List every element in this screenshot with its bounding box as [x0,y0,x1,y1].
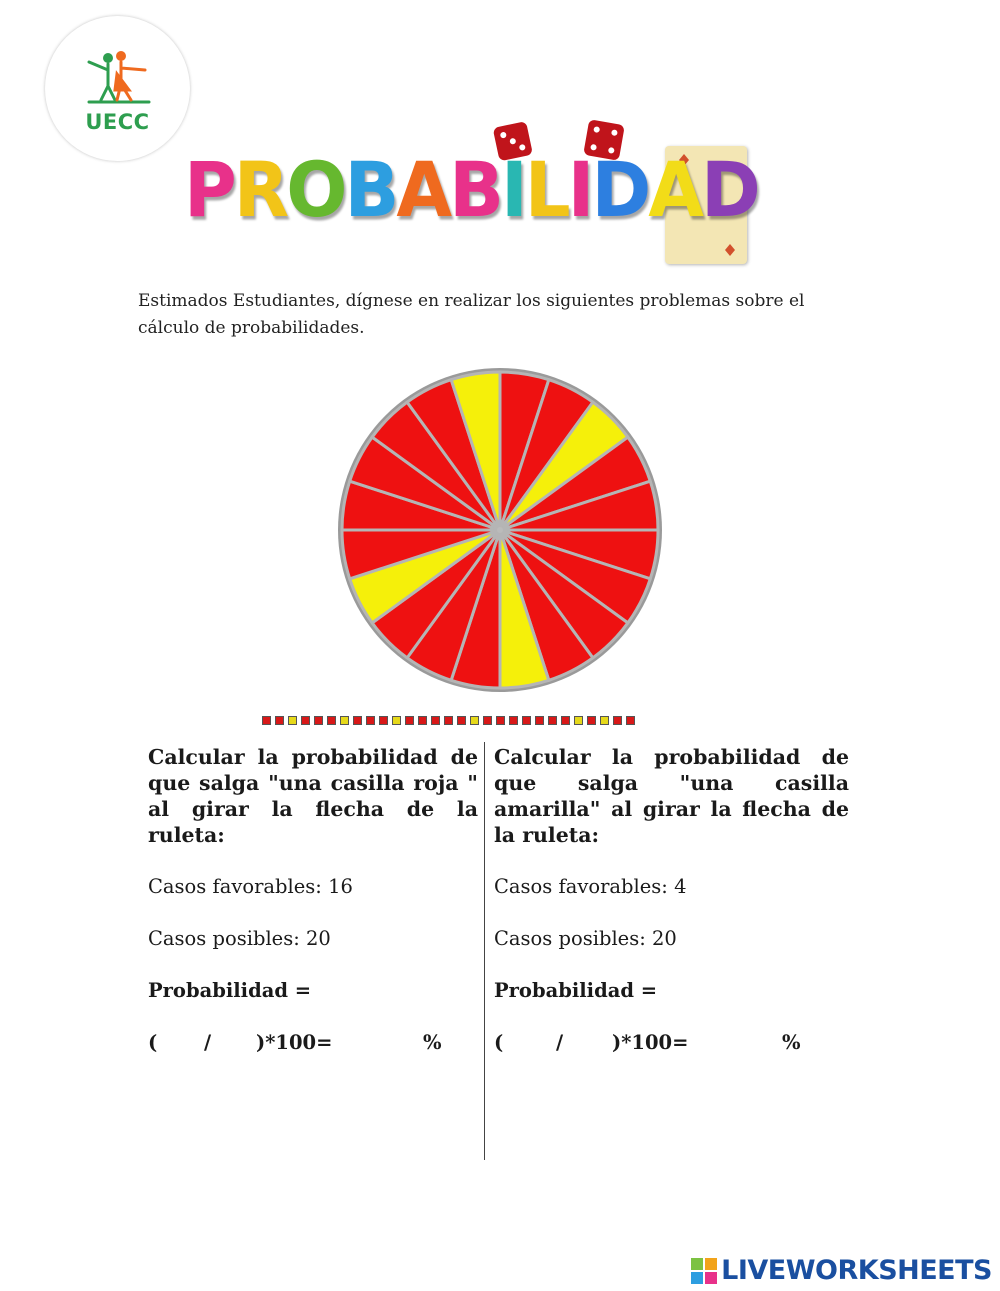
logo-text: UECC [85,110,150,134]
decorative-dot [587,716,596,725]
decorative-dot [340,716,349,725]
decorative-dot [418,716,427,725]
yellow-question: Calcular la probabilidad de que salga "una casilla amarilla" al girar la flecha de la ruleta: [494,745,849,847]
wheel-hub [497,527,503,533]
title-banner [180,118,820,268]
decorative-dot [314,716,323,725]
title-letter: I [567,145,592,235]
decorative-dot [379,716,388,725]
decorative-dot [353,716,362,725]
yellow-formula-slash: / [556,1031,564,1054]
yellow-formula-percent: % [782,1031,801,1054]
column-divider [484,742,485,1160]
roulette-wheel [332,362,668,698]
yellow-formula [494,1031,804,1057]
red-formula-open: ( [148,1031,158,1054]
decorative-dot [535,716,544,725]
title-letter: A [396,145,450,235]
decorative-dot [431,716,440,725]
decorative-dot [470,716,479,725]
liveworksheets-brand [691,1255,992,1286]
decorative-dot [327,716,336,725]
page-title [184,145,758,235]
instructions-line-2: cálculo de probabilidades. [138,318,365,338]
title-letter: O [286,145,345,235]
decorative-dot [405,716,414,725]
decorative-dot [392,716,401,725]
title-letter: R [233,145,287,235]
liveworksheets-logo-icon [691,1258,717,1284]
decorative-dot [457,716,466,725]
liveworksheets-text: LIVEWORKSHEETS [721,1255,992,1286]
uecc-logo [45,16,190,161]
red-favorable-cases: Casos favorables: 16 [148,875,353,898]
title-letter: P [184,145,234,235]
instructions-line-1: Estimados Estudiantes, dígnese en realizar los siguientes problemas sobre el [138,291,805,311]
red-formula-percent: % [423,1031,442,1054]
decorative-dot [483,716,492,725]
yellow-question-column [494,744,849,1054]
decorative-dot [574,716,583,725]
school-logo-icon [45,16,190,116]
decorative-dot [600,716,609,725]
decorative-dot [613,716,622,725]
red-probability-label: Probabilidad = [148,979,312,1002]
decorative-dot [522,716,531,725]
instructions [138,288,838,342]
title-letter: L [524,145,568,235]
yellow-probability-label: Probabilidad = [494,979,658,1002]
decorative-dot [561,716,570,725]
decorative-dot [262,716,271,725]
title-letter: B [344,145,397,235]
yellow-formula-open: ( [494,1031,504,1054]
red-question-column [148,744,478,1054]
red-formula [148,1031,448,1057]
yellow-possible-cases: Casos posibles: 20 [494,927,677,950]
red-possible-cases: Casos posibles: 20 [148,927,331,950]
decorative-dot [496,716,505,725]
title-letter: D [591,145,649,235]
red-formula-slash: / [204,1031,212,1054]
decorative-dot [366,716,375,725]
decorative-dot-row [262,716,635,728]
decorative-dot [301,716,310,725]
decorative-dot [548,716,557,725]
red-question: Calcular la probabilidad de que salga "una casilla roja " al girar la flecha de la ruleta: [148,745,478,847]
title-letter: D [700,145,758,235]
decorative-dot [275,716,284,725]
title-letter: A [648,145,701,235]
decorative-dot [509,716,518,725]
decorative-dot [626,716,635,725]
decorative-dot [444,716,453,725]
yellow-favorable-cases: Casos favorables: 4 [494,875,687,898]
yellow-formula-times: )*100= [612,1031,689,1054]
title-letter: B [449,145,501,235]
title-letter: I [500,145,525,235]
decorative-dot [288,716,297,725]
red-formula-times: )*100= [256,1031,333,1054]
